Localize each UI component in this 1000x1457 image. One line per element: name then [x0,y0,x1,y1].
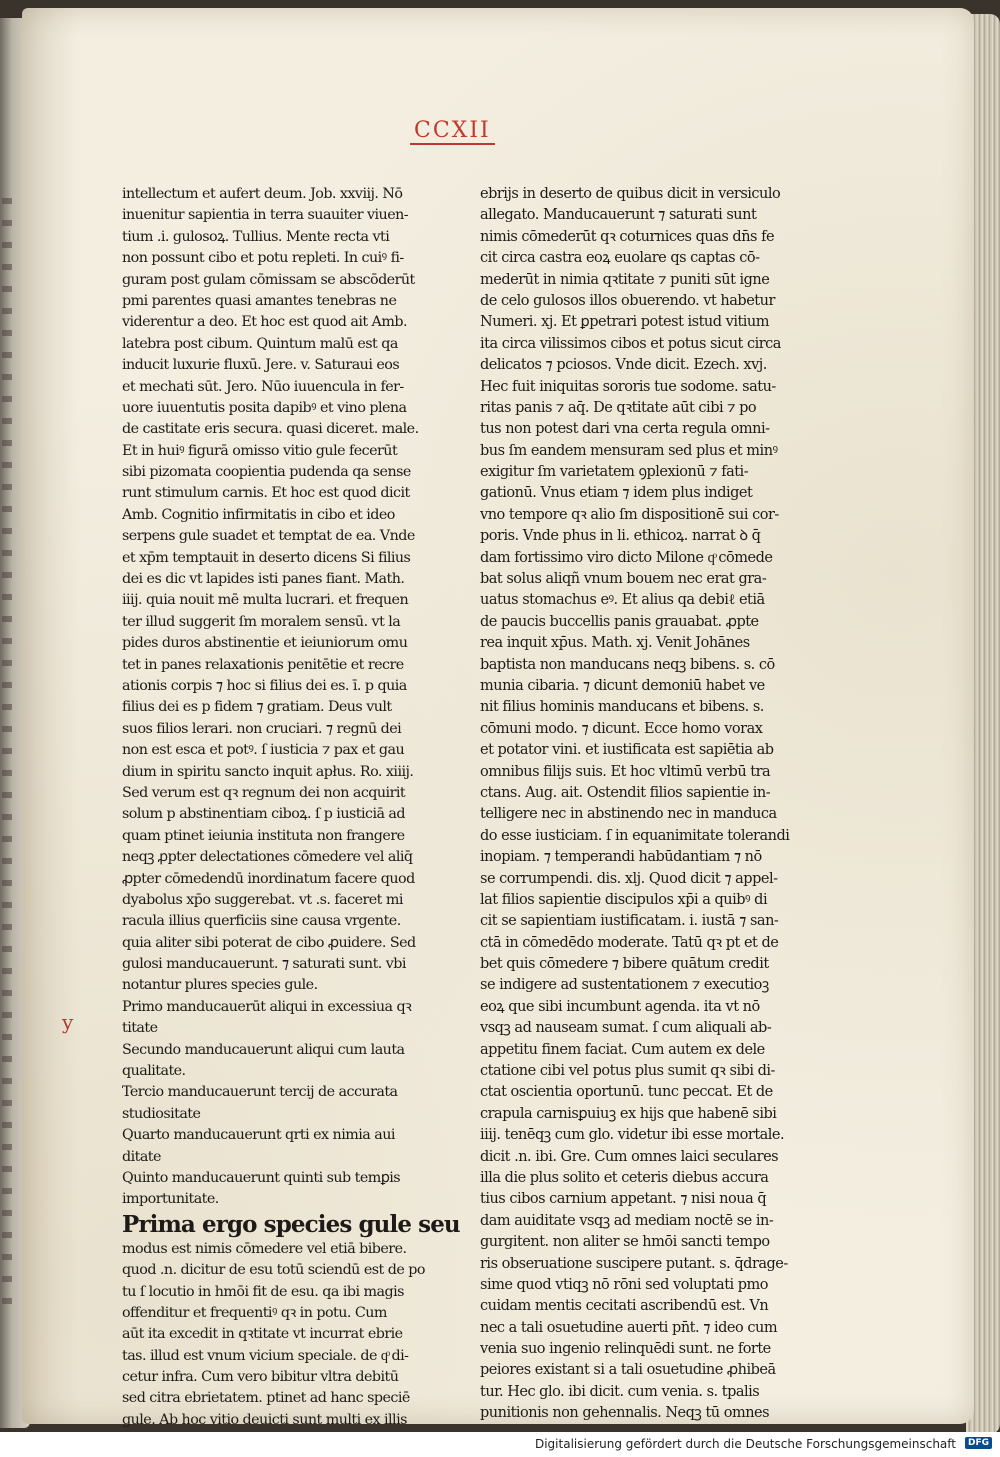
text-line: nit filius hominis manducans et bibens. s. [480,699,764,716]
text-line: inuenitur sapientia in terra suauiter viuen- [122,207,409,224]
text-line: Tercio manducauerunt tercij de accurata [122,1084,398,1101]
book-page [22,8,974,1428]
section-heading: Prima ergo species gule seu [122,1210,460,1238]
text-line: crapula carnisꝑuiuꝫ ex hijs que habenē sibi [480,1105,777,1122]
ghost-text-mark [2,682,12,688]
text-line: de celo gulosos illos obuerendo. vt habetur [480,292,775,309]
text-line: cit se sapientiam iustificatam. i. iustā ⁊ san- [480,913,779,930]
ghost-text-mark [2,462,12,468]
ghost-text-mark [2,330,12,336]
text-line: latebra post cibum. Quintum malū est qa [122,335,398,352]
text-line: cōmuni modo. ⁊ dicunt. Ecce homo vorax [480,720,763,737]
text-line: tet in panes relaxationis penitētie et recre [122,656,404,673]
text-line: rea inquit xp̄us. Math. xj. Venit Johānes [480,635,750,652]
footer-credit: Digitalisierung gefördert durch die Deutsche Forschungsgemeinschaft [534,1437,956,1451]
ghost-text-mark [2,528,12,534]
folio-number: CCXII [410,118,495,145]
text-line: aūt ita excedit in qꝛtitate vt incurrat ebrie [122,1326,403,1343]
text-line: bat solus aliqñ vnum bouem nec erat gra- [480,571,767,588]
text-line: dei es dic vt lapides isti panes fiant. Math. [122,571,405,588]
text-line: se indigere ad sustentationem ⁊ executioꝫ [480,977,769,994]
ghost-text-mark [2,616,12,622]
text-line: gule. Ab hoc vitio deuicti sunt multi ex illis [122,1411,407,1428]
text-line: poris. Vnde phus in li. ethicoꝝ. narrat ꝺ q̄ [480,528,761,545]
text-line: non est esca et potꝰ. ſ iusticia ⁊ pax et gau [122,742,405,759]
ghost-text-mark [2,1210,12,1216]
ghost-text-mark [2,660,12,666]
text-line: tas. illud est vnum vicium speciale. de qͦ di- [122,1347,409,1364]
ghost-text-mark [2,990,12,996]
dfg-logo-icon: DFG [965,1437,992,1449]
ghost-text-mark [2,638,12,644]
text-line: nec a tali osuetudine auerti pn̄t. ⁊ ideo cum [480,1319,778,1336]
text-line: studiositate [122,1105,201,1122]
text-line: dium in spiritu sancto inquit apłus. Ro. xiiij. [122,763,414,780]
text-line: illa die plus solito et ceteris diebus accura [480,1169,769,1186]
ghost-text-mark [2,572,12,578]
ghost-text-mark [2,1144,12,1150]
text-line: do esse iusticiam. ſ in equanimitate tolerandi [480,827,790,844]
text-line: Hec fuit iniquitas sororis tue sodome. satu- [480,378,776,395]
text-line: cetur infra. Cum vero bibitur vltra debitū [122,1369,399,1386]
ghost-text-mark [2,374,12,380]
text-line: gationū. Vnus etiam ⁊ idem plus indiget [480,485,753,502]
text-line: gurgitent. non aliter se hmōi sancti tempo [480,1234,770,1251]
text-line: appetitu finem faciat. Cum autem ex dele [480,1041,765,1058]
text-line: suos filios lerari. non cruciari. ⁊ regnū dei [122,720,402,737]
ghost-text-mark [2,440,12,446]
ghost-text-mark [2,1166,12,1172]
text-line: Secundo manducauerunt aliqui cum lauta [122,1041,405,1058]
ghost-text-mark [2,836,12,842]
text-line: tus non potest dari vna certa regula omni- [480,421,770,438]
ghost-text-mark [2,1012,12,1018]
text-line: pmi parentes quasi amantes tenebras ne [122,292,397,309]
right-column [480,184,790,1425]
left-column [122,184,460,1431]
ghost-text-mark [2,550,12,556]
ghost-text-mark [2,1078,12,1084]
text-line: dyabolus xp̄o suggerebat. vt .s. faceret mi [122,891,403,908]
footer-bar [0,1432,1000,1457]
text-line: sime quod vtiqꝫ nō rōni sed voluptati pmo [480,1276,769,1293]
text-line: offenditur et frequentiꝰ qꝛ in potu. Cum [122,1304,387,1321]
ghost-text-mark [2,1100,12,1106]
text-line: importunitate. [122,1191,219,1208]
text-line: vsqꝫ ad nauseam sumat. ſ cum aliquali ab- [480,1020,772,1037]
text-line: tu ſ locutio in hmōi fit de esu. qa ibi magis [122,1283,404,1300]
text-line: gulosi manducauerunt. ⁊ saturati sunt. vbi [122,956,406,973]
text-line: ctat oscientia oportunū. tunc peccat. Et de [480,1084,773,1101]
text-line: eoꝝ que sibi incumbunt agenda. ita vt nō [480,998,760,1015]
text-line: ditate [122,1148,161,1165]
text-line: bus ſm eandem mensuram sed plus et minꝰ [480,442,778,459]
text-line: de castitate eris secura. quasi diceret. male. [122,421,419,438]
ghost-text-mark [2,1298,12,1304]
text-line: ctā in cōmedēdo moderate. Tatū qꝛ pt et de [480,934,779,951]
ghost-text-mark [2,506,12,512]
ghost-text-mark [2,1254,12,1260]
text-line: de paucis buccellis panis grauabat. ꝓpte [480,613,759,630]
ghost-text-mark [2,308,12,314]
text-line: dam fortissimo viro dicto Milone qͦ cōmede [480,549,773,566]
text-line: neqꝫ ꝓpter delectationes cōmedere vel aliq̄ [122,849,413,866]
ghost-text-mark [2,1034,12,1040]
text-line: ꝓpter cōmedendū inordinatum facere quod [122,870,415,887]
ghost-text-mark [2,880,12,886]
text-line: ter illud suggerit ſm moralem sensū. vt la [122,613,401,630]
text-line: telligere nec in abstinendo nec in manduca [480,806,777,823]
text-line: pides duros abstinentie et ieiuniorum omu [122,635,408,652]
text-line: solum p abstinentiam ciboꝝ. ſ p iusticiā ad [122,806,406,823]
ghost-text-mark [2,902,12,908]
text-line: cuidam mentis cecitati ascribendū est. Vn [480,1298,769,1315]
text-line: modus est nimis cōmedere vel etiā bibere. [122,1240,407,1257]
ghost-text-mark [2,770,12,776]
text-line: inducit luxurie fluxū. Jere. v. Saturaui eos [122,357,400,374]
text-line: ris obseruatione suscipere putant. s. q̄drage- [480,1255,788,1272]
text-line: baptista non manducans neqꝫ bibens. s. cō [480,656,775,673]
ghost-text-mark [2,220,12,226]
text-line: tur. Hec glo. ibi dicit. cum venia. s. tpalis [480,1383,760,1400]
text-line: serpens gule suadet et temptat de ea. Vnde [122,528,415,545]
text-line: iiij. tenēqꝫ cum glo. videtur ibi esse mortale. [480,1127,785,1144]
text-line: et potator vini. et iustificata est sapiētia ab [480,742,774,759]
text-line: exigitur ſm varietatem ꝯplexionū ⁊ fati- [480,464,749,481]
text-line: qualitate. [122,1063,186,1080]
text-line: intellectum et aufert deum. Job. xxviij. Nō [122,186,403,202]
text-line: guram post gulam cōmissam se abscōderūt [122,271,415,288]
ghost-text-mark [2,968,12,974]
text-line: titate [122,1020,158,1037]
text-line: peiores existant si a tali osuetudine ꝓhibeā [480,1362,776,1379]
text-line: delicatos ⁊ pciosos. Vnde dicit. Ezech. xvj. [480,357,767,374]
ghost-text-mark [2,792,12,798]
ghost-text-mark [2,1056,12,1062]
ghost-text-mark [2,726,12,732]
ghost-text-mark [2,594,12,600]
ghost-text-mark [2,946,12,952]
text-line: viderentur a deo. Et hoc est quod ait Amb. [122,314,407,331]
text-line: dam auiditate vsqꝫ ad mediam noctē se in- [480,1212,774,1229]
text-line: ationis corpis ⁊ hoc si filius dei es. ī. p quia [122,677,407,694]
text-line: Sed verum est qꝛ regnum dei non acquirit [122,784,406,801]
text-line: allegato. Manducauerunt ⁊ saturati sunt [480,207,757,224]
text-line: vno tempore qꝛ alio ſm dispositionē sui cor- [480,506,779,523]
text-line: non possunt cibo et potu repleti. In cuiꝰ fi- [122,250,404,267]
text-line: punitionis non gehennalis. Neqꝫ tū omnes [480,1405,770,1422]
ghost-text-mark [2,286,12,292]
ghost-text-mark [2,1232,12,1238]
text-line: inopiam. ⁊ temperandi habūdantiam ⁊ nō [480,849,762,866]
text-line: sed citra ebrietatem. ptinet ad hanc speciē [122,1390,410,1407]
text-line: filius dei es p fidem ⁊ gratiam. Deus vult [122,699,392,716]
text-line: omnibus filijs suis. Et hoc vltimū verbū tra [480,763,771,780]
text-line: ebrijs in deserto de quibus dicit in versiculo [480,186,781,202]
text-line: Quarto manducauerunt qrti ex nimia aui [122,1127,395,1144]
margin-mark: y [62,1010,74,1034]
ghost-text-mark [2,242,12,248]
text-line: nimis cōmederūt qꝛ coturnices quas dn̄s fe [480,228,775,245]
ghost-text-mark [2,198,12,204]
text-line: ritas panis ⁊ aq̄. De qꝛtitate aūt cibi ⁊ po [480,399,757,416]
text-line: Et in huiꝰ figurā omisso vitio gule fecerūt [122,442,398,459]
text-line: Quinto manducauerunt quinti sub temꝑis [122,1169,401,1186]
text-line: notantur plures species gule. [122,977,318,994]
ghost-text-mark [2,748,12,754]
ghost-text-mark [2,484,12,490]
text-line: tius cibos carnium appetant. ⁊ nisi noua q̄ [480,1191,767,1208]
ghost-text-mark [2,814,12,820]
text-line: racula illius querficiis sine causa vrgente. [122,913,401,930]
text-line: quod .n. dicitur de esu totū sciendū est de po [122,1262,425,1279]
text-line: quia aliter sibi poterat de cibo ꝓuidere. Sed [122,934,416,951]
text-line: sibi pizomata coopientia pudenda qa sense [122,464,411,481]
text-line: Numeri. xj. Et ꝑpetrari potest istud vitium [480,314,770,331]
text-line: tium .i. gulosoꝝ. Tullius. Mente recta vti [122,228,390,245]
text-line: et mechati sūt. Jero. Nūo iuuencula in fer- [122,378,404,395]
text-line: venia suo ingenio relinquēdi sunt. ne forte [480,1341,771,1358]
text-line: uore iuuentutis posita dapibꝰ et vino plena [122,399,407,416]
text-line: uatus stomachus eꝰ. Et alius qa debiℓ etiā [480,592,765,609]
text-line: mederūt in nimia qꝛtitate ⁊ puniti sūt igne [480,271,770,288]
text-line: runt stimulum carnis. Et hoc est quod dicit [122,485,410,502]
text-line: dicit .n. ibi. Gre. Cum omnes laici seculares [480,1148,779,1165]
ghost-text-mark [2,1122,12,1128]
text-line: cit circa castra eoꝝ euolare qs captas cō- [480,250,760,267]
ghost-text-mark [2,418,12,424]
text-line: Primo manducauerūt aliqui in excessiua qꝛ [122,998,412,1015]
text-line: iiij. quia nouit mē multa lucrari. et frequen [122,592,409,609]
text-line: ctatione cibi vel potus plus sumit qꝛ sibi di- [480,1063,775,1080]
ghost-text-mark [2,396,12,402]
text-line: quam ptinet ieiunia instituta non frangere [122,827,405,844]
text-line: ctans. Aug. ait. Ostendit filios sapientie in- [480,784,771,801]
ghost-text-mark [2,924,12,930]
text-line: se corrumpendi. dis. xlj. Quod dicit ⁊ appel- [480,870,778,887]
ghost-text-mark [2,264,12,270]
ghost-text-mark [2,1276,12,1282]
ghost-text-mark [2,1188,12,1194]
ghost-text-mark [2,352,12,358]
text-line: et xp̄m temptauit in deserto dicens Si filius [122,549,411,566]
text-line: Amb. Cognitio infirmitatis in cibo et ideo [122,506,395,523]
ghost-text-mark [2,858,12,864]
text-line: ita circa vilissimos cibos et potus sicut circa [480,335,781,352]
text-line: bet quis cōmedere ⁊ bibere quātum credit [480,956,769,973]
ghost-text-mark [2,704,12,710]
text-line: munia cibaria. ⁊ dicunt demoniū habet ve [480,677,765,694]
text-line: lat filios sapientie discipulos xp̄i a quibꝰ di [480,891,768,908]
